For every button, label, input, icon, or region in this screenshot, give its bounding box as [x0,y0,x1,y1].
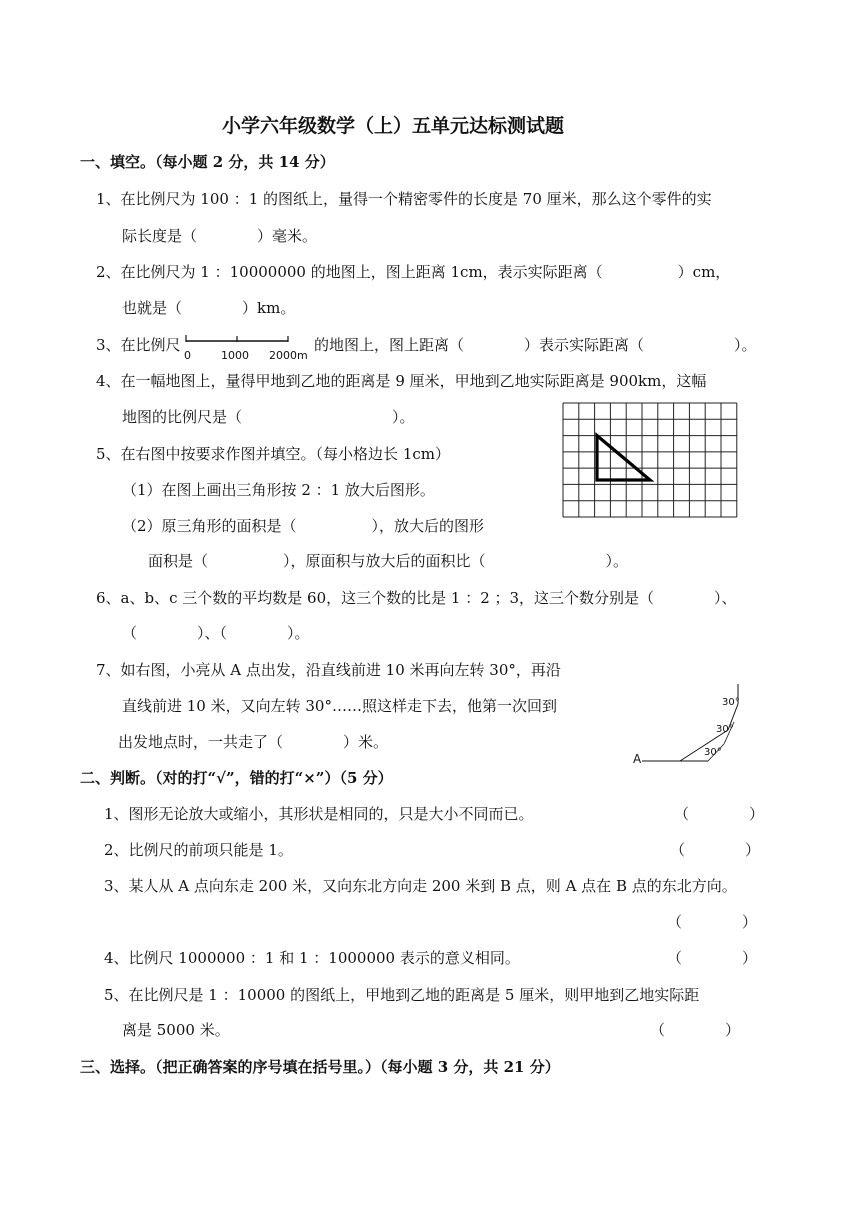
q1-7-line2: 直线前进 10 米，又向左转 30°……照这样走下去，他第一次回到 [122,697,557,715]
q2-2: 2、比例尺的前项只能是 1。 [104,841,293,859]
q2-2-answer[interactable]: （ ） [670,841,761,859]
q1-7-line1: 7、如右图，小亮从 A 点出发，沿直线前进 10 米再向左转 30°，再沿 [96,661,561,679]
q1-2-line2: 也就是（ ）km。 [122,299,296,317]
grid-triangle-figure [563,403,739,519]
point-a-label: A [633,752,642,766]
scale-tick-1000: 1000 [221,349,249,362]
q1-5-line1: 5、在右图中按要求作图并填空。（每小格边长 1cm） [96,445,450,463]
q1-1-line2: 际长度是（ ）毫米。 [122,227,318,245]
q1-6-line1: 6、a、b、c 三个数的平均数是 60，这三个数的比是 1 ：2 ；3，这三个数分别是（ ）、 [96,589,737,607]
q2-5-answer[interactable]: （ ） [650,1021,741,1039]
q2-4: 4、比例尺 1000000 ：1 和 1 ：1000000 表示的意义相同。 [104,949,520,967]
section-3-heading: 三、选择。（把正确答案的序号填在括号里。）（每小题 3 分，共 21 分） [80,1058,560,1076]
q1-5-line2: （1）在图上画出三角形按 2 ：1 放大后图形。 [122,481,435,499]
q2-3-answer[interactable]: （ ） [667,913,758,931]
q1-4-line2: 地图的比例尺是（ ）。 [122,408,415,426]
q2-5-line2: 离是 5000 米。 [122,1021,230,1039]
q1-1-line1: 1、在比例尺为 100 ：1 的图纸上，量得一个精密零件的长度是 70 厘米，那么这个零件的实 [96,190,712,208]
q1-3-prefix: 3、在比例尺 [96,336,181,354]
q2-1-answer[interactable]: （ ） [674,805,765,823]
q1-3-suffix: 的地图上，图上距离（ ）表示实际距离（ ）。 [314,336,757,354]
angle-label-3: 30° [704,747,722,758]
q1-4-line1: 4、在一幅地图上，量得甲地到乙地的距离是 9 厘米，甲地到乙地实际距离是 900km，这幅 [96,372,707,390]
section-2-heading: 二、判断。（对的打“√”，错的打“×”）（5 分） [80,769,393,787]
q1-2-line1: 2、在比例尺为 1 ：10000000 的地图上，图上距离 1cm，表示实际距离（ ）cm， [96,263,731,281]
q2-5-line1: 5、在比例尺是 1 ：10000 的图纸上，甲地到乙地的距离是 5 厘米，则甲地到乙地实际距 [104,986,700,1004]
q2-4-answer[interactable]: （ ） [667,949,758,967]
q2-1: 1、图形无论放大或缩小，其形状是相同的，只是大小不同而已。 [104,805,534,823]
q2-3: 3、某人从 A 点向东走 200 米，又向东北方向走 200 米到 B 点，则 A 点在 B 点的东北方向。 [104,877,737,895]
walking-path-figure [630,682,760,772]
q1-5-line4: 面积是（ ），原面积与放大后的面积比（ ）。 [148,552,629,570]
q1-5-line3: （2）原三角形的面积是（ ），放大后的图形 [122,517,485,535]
scale-tick-2000m: 2000m [269,349,308,362]
q1-7-line3: 出发地点时，一共走了（ ）米。 [118,733,389,751]
angle-label-2: 30° [716,724,734,735]
q1-6-line2: （ ）、（ ）。 [122,624,310,642]
angle-label-1: 30° [722,697,740,708]
section-1-heading: 一、填空。（每小题 2 分，共 14 分） [80,153,335,171]
page-title: 小学六年级数学（上）五单元达标测试题 [222,115,565,137]
scale-tick-0: 0 [184,349,191,362]
